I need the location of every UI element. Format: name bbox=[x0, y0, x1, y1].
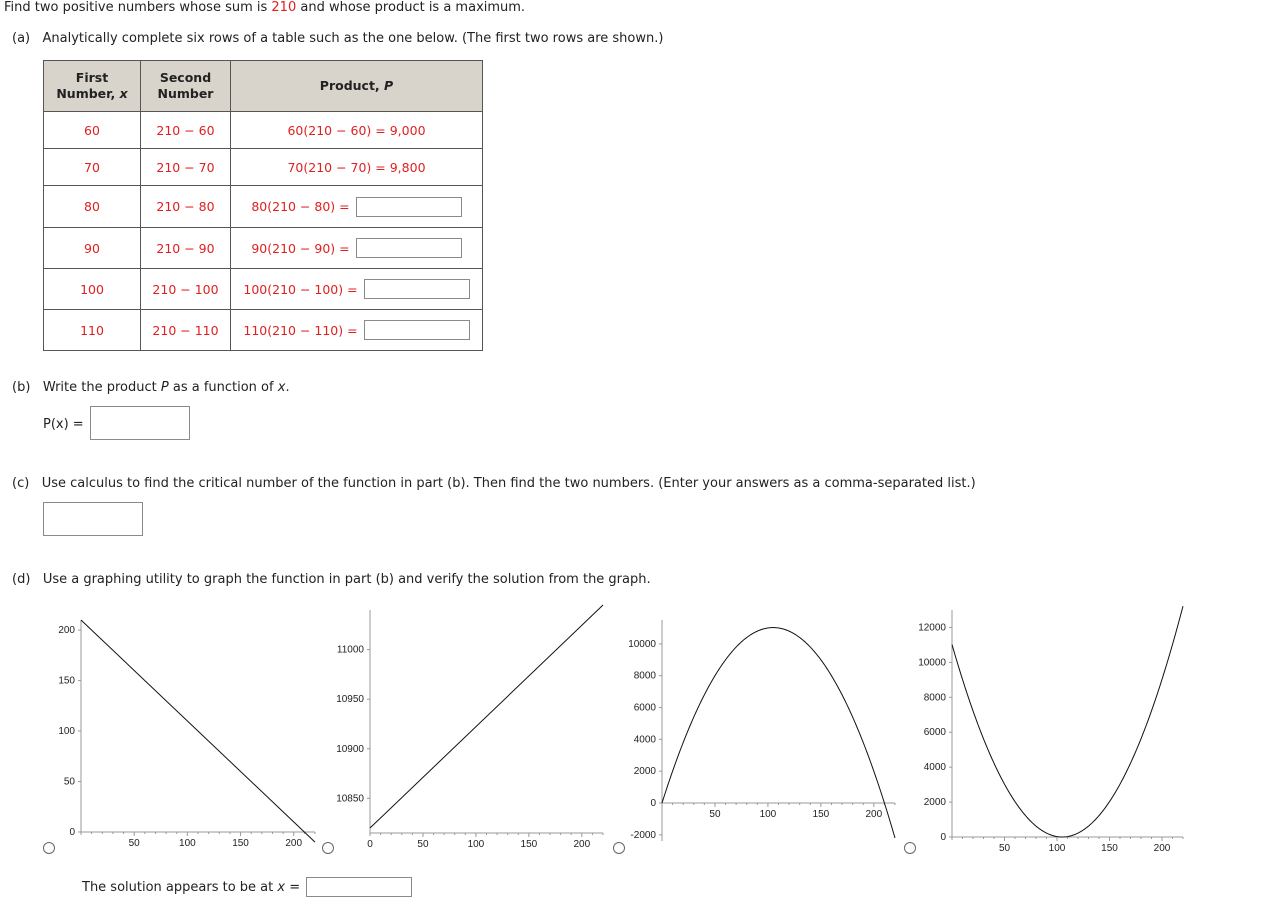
px-input[interactable] bbox=[90, 406, 190, 440]
x-tick-label: 150 bbox=[1101, 843, 1118, 854]
y-tick-label: 10850 bbox=[336, 793, 364, 805]
solution-label: The solution appears to be at x = bbox=[82, 880, 301, 895]
x-tick-label: 50 bbox=[417, 839, 429, 850]
y-tick-label: 4000 bbox=[633, 734, 656, 746]
graph-option-2[interactable] bbox=[320, 600, 610, 855]
x-tick-label: 0 bbox=[367, 839, 373, 850]
x-tick-label: 200 bbox=[865, 808, 883, 820]
x-tick-label: 150 bbox=[812, 808, 830, 820]
table-row bbox=[44, 112, 483, 149]
px-label: P(x) = bbox=[43, 417, 84, 432]
table-header-row bbox=[44, 61, 483, 112]
table-row bbox=[44, 149, 483, 186]
part-d-instructions: (d) Use a graphing utility to graph the function in part (b) and verify the solution from the graph. bbox=[12, 572, 651, 587]
product-110-input[interactable] bbox=[364, 320, 470, 340]
x-tick-label: 200 bbox=[1153, 843, 1171, 854]
y-tick-label: 0 bbox=[650, 797, 656, 809]
second-number-cell: 210 − 90 bbox=[141, 228, 231, 269]
x-tick-label: 150 bbox=[520, 839, 538, 850]
graph-option-3[interactable] bbox=[610, 610, 900, 850]
solution-input[interactable] bbox=[306, 877, 412, 897]
series-line bbox=[370, 605, 603, 828]
y-tick-label: 100 bbox=[58, 726, 75, 738]
y-tick-label: 4000 bbox=[923, 762, 946, 774]
table-row bbox=[44, 186, 483, 228]
sum-value: 210 bbox=[271, 0, 297, 15]
y-tick-label: 6000 bbox=[923, 727, 946, 739]
y-tick-label: -2000 bbox=[630, 829, 656, 841]
series-line bbox=[662, 628, 895, 838]
graph-option-4[interactable] bbox=[900, 605, 1190, 855]
y-tick-label: 50 bbox=[63, 776, 75, 788]
product-cell: 100(210 − 100) = bbox=[231, 269, 483, 310]
y-tick-label: 2000 bbox=[923, 797, 946, 809]
first-number-cell: 100 bbox=[44, 269, 141, 310]
y-tick-label: 10000 bbox=[628, 638, 656, 650]
y-tick-label: 8000 bbox=[923, 692, 946, 704]
x-tick-label: 50 bbox=[709, 808, 721, 820]
y-tick-label: 10950 bbox=[336, 694, 364, 706]
header-second-number: Second Number bbox=[141, 61, 231, 112]
product-cell: 60(210 − 60) = 9,000 bbox=[231, 112, 483, 149]
second-number-cell: 210 − 110 bbox=[141, 310, 231, 351]
problem-statement: Find two positive numbers whose sum is 210 and whose product is a maximum. bbox=[4, 0, 526, 15]
y-tick-label: 200 bbox=[58, 625, 75, 637]
series-line bbox=[952, 606, 1183, 837]
second-number-cell: 210 − 70 bbox=[141, 149, 231, 186]
table-row bbox=[44, 228, 483, 269]
x-tick-label: 200 bbox=[285, 838, 303, 849]
header-product: Product, P bbox=[231, 61, 483, 112]
x-tick-label: 150 bbox=[232, 838, 249, 849]
x-tick-label: 100 bbox=[179, 838, 196, 849]
y-tick-label: 10000 bbox=[918, 657, 946, 669]
product-cell: 80(210 − 80) = bbox=[231, 186, 483, 228]
x-tick-label: 100 bbox=[1048, 843, 1066, 854]
series-line bbox=[81, 620, 315, 842]
product-100-input[interactable] bbox=[364, 279, 470, 299]
first-number-cell: 70 bbox=[44, 149, 141, 186]
first-number-cell: 60 bbox=[44, 112, 141, 149]
second-number-cell: 210 − 100 bbox=[141, 269, 231, 310]
x-tick-label: 200 bbox=[573, 839, 591, 850]
second-number-cell: 210 − 60 bbox=[141, 112, 231, 149]
part-b-instructions: (b) Write the product P as a function of x. bbox=[12, 380, 290, 395]
second-number-cell: 210 − 80 bbox=[141, 186, 231, 228]
graph-option-1[interactable] bbox=[40, 610, 320, 855]
y-tick-label: 6000 bbox=[633, 702, 656, 714]
first-number-cell: 80 bbox=[44, 186, 141, 228]
product-table bbox=[43, 60, 483, 351]
x-tick-label: 50 bbox=[128, 838, 140, 849]
product-90-input[interactable] bbox=[356, 238, 462, 258]
first-number-cell: 110 bbox=[44, 310, 141, 351]
product-cell: 70(210 − 70) = 9,800 bbox=[231, 149, 483, 186]
y-tick-label: 0 bbox=[69, 827, 75, 838]
y-tick-label: 150 bbox=[58, 675, 75, 687]
first-number-cell: 90 bbox=[44, 228, 141, 269]
part-c-instructions: (c) Use calculus to find the critical number of the function in part (b). Then find the two numbers. (Enter your answers as a comma-separated list.) bbox=[12, 476, 976, 491]
y-tick-label: 0 bbox=[940, 832, 946, 843]
critical-number-input[interactable] bbox=[43, 502, 143, 536]
y-tick-label: 8000 bbox=[633, 670, 656, 682]
product-cell: 90(210 − 90) = bbox=[231, 228, 483, 269]
y-tick-label: 11000 bbox=[336, 644, 364, 656]
x-tick-label: 100 bbox=[467, 839, 485, 850]
x-tick-label: 50 bbox=[998, 843, 1011, 854]
x-tick-label: 100 bbox=[759, 808, 777, 820]
product-80-input[interactable] bbox=[356, 197, 462, 217]
product-cell: 110(210 − 110) = bbox=[231, 310, 483, 351]
header-first-number: First Number, x bbox=[44, 61, 141, 112]
table-row bbox=[44, 269, 483, 310]
table-row bbox=[44, 310, 483, 351]
part-a-instructions: (a) Analytically complete six rows of a table such as the one below. (The first two rows are shown.) bbox=[12, 31, 664, 46]
y-tick-label: 10900 bbox=[336, 743, 364, 755]
y-tick-label: 12000 bbox=[918, 622, 946, 634]
y-tick-label: 2000 bbox=[633, 766, 656, 778]
